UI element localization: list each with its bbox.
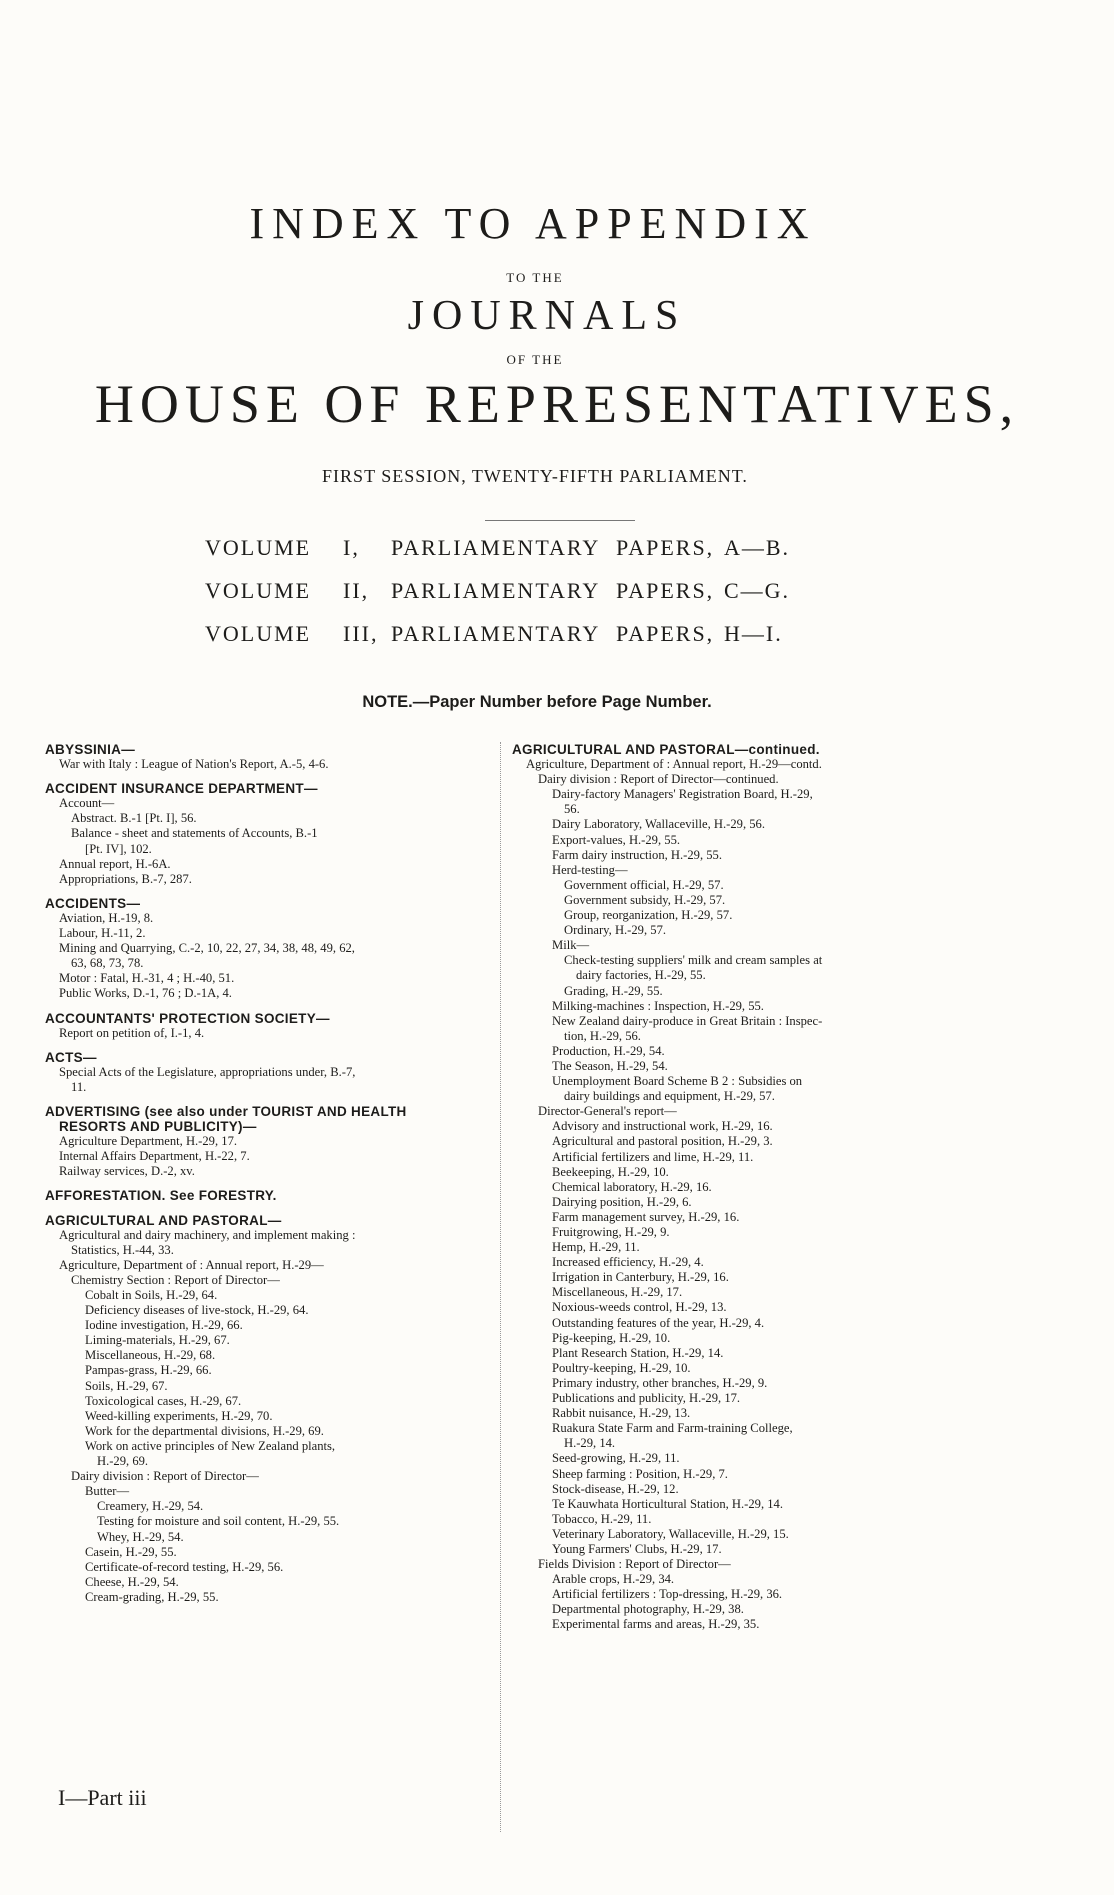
- index-entry: Miscellaneous, H.-29, 68.: [85, 1348, 216, 1363]
- index-entry: Statistics, H.-44, 33.: [71, 1242, 174, 1257]
- index-entry: Creamery, H.-29, 54.: [97, 1499, 204, 1514]
- index-heading: ACCIDENTS—: [45, 895, 141, 911]
- index-entry: War with Italy : League of Nation's Report, A.-5, 4-6.: [59, 757, 329, 772]
- index-entry: Hemp, H.-29, 11.: [552, 1240, 640, 1255]
- index-column-right: [512, 742, 956, 1633]
- index-entry: dairy buildings and equipment, H.-29, 57.: [564, 1089, 775, 1104]
- index-entry: 11.: [71, 1079, 87, 1094]
- index-entry: Dairy Laboratory, Wallaceville, H.-29, 56.: [552, 817, 766, 832]
- index-entry: Dairy-factory Managers' Registration Board, H.-29,: [552, 787, 813, 802]
- index-entry: Pampas-grass, H.-29, 66.: [85, 1363, 212, 1378]
- title-rule: [485, 520, 635, 521]
- index-entry: Experimental farms and areas, H.-29, 35.: [552, 1617, 760, 1632]
- index-entry: Internal Affairs Department, H.-22, 7.: [59, 1149, 250, 1164]
- index-entry: Miscellaneous, H.-29, 17.: [552, 1285, 683, 1300]
- index-entry: Ordinary, H.-29, 57.: [564, 923, 667, 938]
- index-entry: Milk—: [552, 938, 590, 953]
- title-of-the: OF THE: [506, 352, 564, 367]
- index-entry: Aviation, H.-19, 8.: [59, 910, 154, 925]
- index-entry: H.-29, 14.: [564, 1436, 616, 1451]
- index-entry: Railway services, D.-2, xv.: [59, 1164, 195, 1179]
- title-house-of-representatives: HOUSE OF REPRESENTATIVES,: [94, 374, 1020, 434]
- index-entry: Young Farmers' Clubs, H.-29, 17.: [552, 1541, 722, 1556]
- index-heading: RESORTS AND PUBLICITY)—: [59, 1119, 257, 1135]
- index-entry: Group, reorganization, H.-29, 57.: [564, 908, 733, 923]
- index-heading: ACCOUNTANTS' PROTECTION SOCIETY—: [45, 1010, 330, 1026]
- index-entry: Pig-keeping, H.-29, 10.: [552, 1330, 671, 1345]
- index-entry: Publications and publicity, H.-29, 17.: [552, 1391, 741, 1406]
- index-entry: 63, 68, 73, 78.: [71, 956, 144, 971]
- index-entry: Primary industry, other branches, H.-29, 9.: [552, 1375, 768, 1390]
- volume-line: VOLUME III, PARLIAMENTARY PAPERS, H—I.: [205, 621, 783, 646]
- index-entry: The Season, H.-29, 54.: [552, 1058, 668, 1073]
- index-entry: 56.: [564, 802, 580, 817]
- index-entry: Agricultural and dairy machinery, and implement making :: [59, 1227, 356, 1242]
- index-entry: Unemployment Board Scheme B 2 : Subsidies on: [552, 1074, 803, 1089]
- index-entry: Increased efficiency, H.-29, 4.: [552, 1255, 704, 1270]
- index-entry: Toxicological cases, H.-29, 67.: [85, 1393, 242, 1408]
- index-entry: Report on petition of, I.-1, 4.: [59, 1025, 205, 1040]
- index-entry: Chemical laboratory, H.-29, 16.: [552, 1179, 712, 1194]
- index-entry: Artificial fertilizers : Top-dressing, H.-29, 36.: [552, 1587, 783, 1602]
- index-entry: Liming-materials, H.-29, 67.: [85, 1333, 230, 1348]
- index-entry: Sheep farming : Position, H.-29, 7.: [552, 1466, 728, 1481]
- index-entry: Herd-testing—: [552, 862, 628, 877]
- index-entry: Work for the departmental divisions, H.-29, 69.: [85, 1423, 324, 1438]
- index-entry: New Zealand dairy-produce in Great Britain : Inspec-: [552, 1013, 823, 1028]
- column-divider: [500, 742, 501, 1832]
- index-entry: Dairy division : Report of Director—: [71, 1469, 259, 1484]
- index-entry: Agricultural and pastoral position, H.-29, 3.: [552, 1134, 773, 1149]
- index-entry: Agriculture, Department of : Annual report, H.-29—: [59, 1257, 324, 1272]
- index-entry: Mining and Quarrying, C.-2, 10, 22, 27, 34, 38, 48, 49, 62,: [59, 941, 355, 956]
- index-entry: Butter—: [85, 1484, 130, 1499]
- index-entry: Cobalt in Soils, H.-29, 64.: [85, 1288, 218, 1302]
- index-heading: AGRICULTURAL AND PASTORAL—: [45, 1212, 282, 1228]
- index-entry: Arable crops, H.-29, 34.: [552, 1572, 675, 1587]
- index-entry: Outstanding features of the year, H.-29, 4.: [552, 1315, 765, 1330]
- index-entry: Production, H.-29, 54.: [552, 1043, 665, 1058]
- index-entry: Testing for moisture and soil content, H.-29, 55.: [97, 1514, 340, 1529]
- index-entry: Stock-disease, H.-29, 12.: [552, 1481, 679, 1496]
- index-entry: Labour, H.-11, 2.: [59, 926, 146, 941]
- index-entry: Soils, H.-29, 67.: [85, 1378, 168, 1393]
- index-entry: Farm management survey, H.-29, 16.: [552, 1209, 740, 1224]
- index-entry: Dairying position, H.-29, 6.: [552, 1194, 692, 1209]
- index-entry: Check-testing suppliers' milk and cream samples at: [564, 953, 823, 968]
- index-entry: Noxious-weeds control, H.-29, 13.: [552, 1300, 727, 1315]
- index-entry: dairy factories, H.-29, 55.: [576, 968, 706, 983]
- index-entry: Milking-machines : Inspection, H.-29, 55.: [552, 998, 764, 1013]
- note-line: NOTE.—Paper Number before Page Number.: [362, 693, 712, 711]
- index-entry: Poultry-keeping, H.-29, 10.: [552, 1360, 691, 1375]
- index-entry: Balance - sheet and statements of Accounts, B.-1: [71, 826, 318, 841]
- index-entry: Whey, H.-29, 54.: [97, 1529, 184, 1544]
- index-entry: Te Kauwhata Horticultural Station, H.-29, 14.: [552, 1496, 783, 1511]
- index-entry: Advisory and instructional work, H.-29, 16.: [552, 1119, 773, 1134]
- index-heading: AGRICULTURAL AND PASTORAL—continued.: [512, 742, 820, 757]
- index-entry: Cheese, H.-29, 54.: [85, 1574, 179, 1589]
- index-entry: Appropriations, B.-7, 287.: [59, 871, 192, 886]
- index-entry: Director-General's report—: [538, 1104, 677, 1119]
- index-heading: AFFORESTATION. See FORESTRY.: [45, 1188, 277, 1204]
- index-entry: Annual report, H.-6A.: [59, 856, 171, 871]
- index-entry: Abstract. B.-1 [Pt. I], 56.: [71, 811, 197, 826]
- index-heading: ABYSSINIA—: [45, 742, 136, 757]
- index-entry: Export-values, H.-29, 55.: [552, 832, 681, 847]
- index-entry: tion, H.-29, 56.: [564, 1028, 641, 1043]
- index-entry: Government subsidy, H.-29, 57.: [564, 892, 726, 907]
- index-entry: Motor : Fatal, H.-31, 4 ; H.-40, 51.: [59, 971, 235, 986]
- session-line: FIRST SESSION, TWENTY-FIFTH PARLIAMENT.: [322, 466, 748, 486]
- index-entry: Veterinary Laboratory, Wallaceville, H.-29, 15.: [552, 1526, 789, 1541]
- index-entry: Agriculture, Department of : Annual report, H.-29—contd.: [526, 757, 822, 772]
- index-entry: Weed-killing experiments, H.-29, 70.: [85, 1408, 273, 1423]
- title-index-to-appendix: INDEX TO APPENDIX: [249, 199, 817, 248]
- index-entry: Irrigation in Canterbury, H.-29, 16.: [552, 1270, 729, 1285]
- index-heading: ADVERTISING (see also under TOURIST AND HEALTH: [45, 1103, 407, 1119]
- index-entry: Dairy division : Report of Director—continued.: [538, 772, 779, 787]
- index-entry: Ruakura State Farm and Farm-training College,: [552, 1421, 793, 1436]
- title-journals: JOURNALS: [407, 293, 687, 339]
- index-entry: Seed-growing, H.-29, 11.: [552, 1451, 680, 1466]
- index-entry: Tobacco, H.-29, 11.: [552, 1511, 652, 1526]
- index-entry: Cream-grading, H.-29, 55.: [85, 1589, 219, 1604]
- index-entry: Artificial fertilizers and lime, H.-29, 11.: [552, 1149, 754, 1164]
- index-heading: ACTS—: [45, 1049, 97, 1065]
- index-entry: H.-29, 69.: [97, 1454, 149, 1469]
- index-entry: Deficiency diseases of live-stock, H.-29, 64.: [85, 1303, 309, 1318]
- index-entry: [Pt. IV], 102.: [85, 841, 152, 856]
- index-entry: Departmental photography, H.-29, 38.: [552, 1602, 744, 1617]
- index-entry: Certificate-of-record testing, H.-29, 56.: [85, 1559, 284, 1574]
- index-entry: Special Acts of the Legislature, appropriations under, B.-7,: [59, 1064, 356, 1079]
- index-entry: Rabbit nuisance, H.-29, 13.: [552, 1406, 691, 1421]
- index-entry: Fields Division : Report of Director—: [538, 1557, 731, 1572]
- title-to-the: TO THE: [506, 270, 564, 285]
- index-heading: ACCIDENT INSURANCE DEPARTMENT—: [45, 781, 318, 797]
- index-entry: Work on active principles of New Zealand plants,: [85, 1438, 336, 1453]
- index-entry: Fruitgrowing, H.-29, 9.: [552, 1225, 670, 1239]
- index-entry: Iodine investigation, H.-29, 66.: [85, 1318, 243, 1333]
- index-entry: Agriculture Department, H.-29, 17.: [59, 1134, 238, 1149]
- index-entry: Beekeeping, H.-29, 10.: [552, 1164, 669, 1179]
- index-column-left: [45, 742, 490, 1605]
- index-entry: Public Works, D.-1, 76 ; D.-1A, 4.: [59, 986, 232, 1001]
- index-entry: Casein, H.-29, 55.: [85, 1544, 177, 1559]
- index-entry: Account—: [59, 796, 115, 811]
- page-footer: I—Part iii: [58, 1785, 147, 1810]
- index-entry: Grading, H.-29, 55.: [564, 983, 663, 998]
- index-entry: Plant Research Station, H.-29, 14.: [552, 1345, 724, 1360]
- volume-line: VOLUME II, PARLIAMENTARY PAPERS, C—G.: [205, 578, 791, 603]
- index-entry: Chemistry Section : Report of Director—: [71, 1272, 280, 1287]
- volume-line: VOLUME I, PARLIAMENTARY PAPERS, A—B.: [205, 535, 791, 560]
- index-entry: Government official, H.-29, 57.: [564, 877, 724, 892]
- index-entry: Farm dairy instruction, H.-29, 55.: [552, 847, 722, 862]
